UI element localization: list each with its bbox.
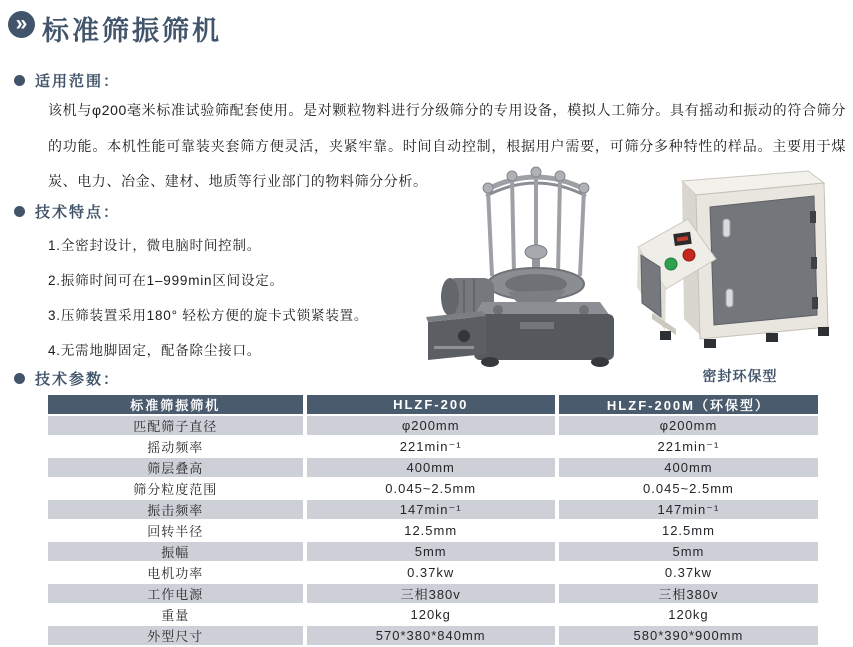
params-heading: 技术参数： [35,371,121,388]
sieve-shaker-image [424,156,640,368]
section-heading-features [14,201,120,222]
table-row [48,437,818,456]
spec-table-header-row [48,395,818,414]
col-header-hlzf200m: HLZF-200M（环保型） [559,395,818,414]
table-row [48,542,818,561]
spec-table-body [48,416,818,645]
param-value: 三相380v [559,584,818,603]
param-value: 5mm [559,542,818,561]
param-value: 0.045~2.5mm [559,479,818,498]
param-label: 筛分粒度范围 [48,479,303,498]
scope-heading: 适用范围： [35,73,121,90]
feature-item: 3.压筛装置采用180° 轻松方便的旋卡式锁紧装置。 [48,307,369,323]
param-value: 0.045~2.5mm [307,479,555,498]
features-heading: 技术特点： [35,204,121,221]
param-label: 振幅 [48,542,303,561]
param-value: 5mm [307,542,555,561]
param-value: 400mm [559,458,818,477]
bullet-icon [14,373,25,384]
param-value: φ200mm [307,416,555,435]
table-row [48,626,818,645]
col-header-model: 标准筛振筛机 [48,395,303,414]
sealed-cabinet-shaker-image [624,163,850,365]
table-row [48,458,818,477]
table-row [48,500,818,519]
param-label: 重量 [48,605,303,624]
param-value: 12.5mm [559,521,818,540]
features-list [48,226,368,366]
bullet-icon [14,206,25,217]
param-label: 电机功率 [48,563,303,582]
scope-paragraph: 该机与φ200毫米标准试验筛配套使用。是对颗粒物料进行分级筛分的专用设备，模拟人工筛分。具有摇动和振动的符合筛分的功能。本机性能可靠装夹套筛方便灵活，夹紧牢靠。时间自动控制，根据用户需要，可筛分多种特性的样品。主要用于煤炭、电力、冶金、建材、地质等行业部门的物料筛分分析。 [48,102,846,189]
param-value: 120kg [307,605,555,624]
table-row [48,605,818,624]
feature-item: 2.振筛时间可在1–999min区间设定。 [48,272,284,288]
section-heading-scope [14,70,120,91]
param-value: 12.5mm [307,521,555,540]
col-header-hlzf200: HLZF-200 [307,395,555,414]
param-value: 120kg [559,605,818,624]
bullet-icon [14,75,25,86]
table-row [48,416,818,435]
feature-item: 4.无需地脚固定，配备除尘接口。 [48,342,262,358]
param-label: 回转半径 [48,521,303,540]
table-row [48,563,818,582]
param-label: 振击频率 [48,500,303,519]
param-label: 工作电源 [48,584,303,603]
param-label: 匹配筛子直径 [48,416,303,435]
page-title: 标准筛振筛机 [42,16,222,46]
spec-table [44,393,822,647]
param-value: 580*390*900mm [559,626,818,645]
param-value: 0.37kw [307,563,555,582]
param-value: 147min⁻¹ [559,500,818,519]
section-heading-params [14,368,120,389]
param-label: 外型尺寸 [48,626,303,645]
param-label: 摇动频率 [48,437,303,456]
param-value: 400mm [307,458,555,477]
table-row [48,479,818,498]
feature-item: 1.全密封设计，微电脑时间控制。 [48,237,262,253]
param-value: 147min⁻¹ [307,500,555,519]
param-value: 三相380v [307,584,555,603]
param-value: 0.37kw [559,563,818,582]
double-chevron-icon: » [8,11,35,38]
param-value: 221min⁻¹ [559,437,818,456]
param-value: 221min⁻¹ [307,437,555,456]
table-row [48,584,818,603]
param-label: 筛层叠高 [48,458,303,477]
table-row [48,521,818,540]
param-value: 570*380*840mm [307,626,555,645]
machine2-caption: 密封环保型 [702,368,778,384]
param-value: φ200mm [559,416,818,435]
